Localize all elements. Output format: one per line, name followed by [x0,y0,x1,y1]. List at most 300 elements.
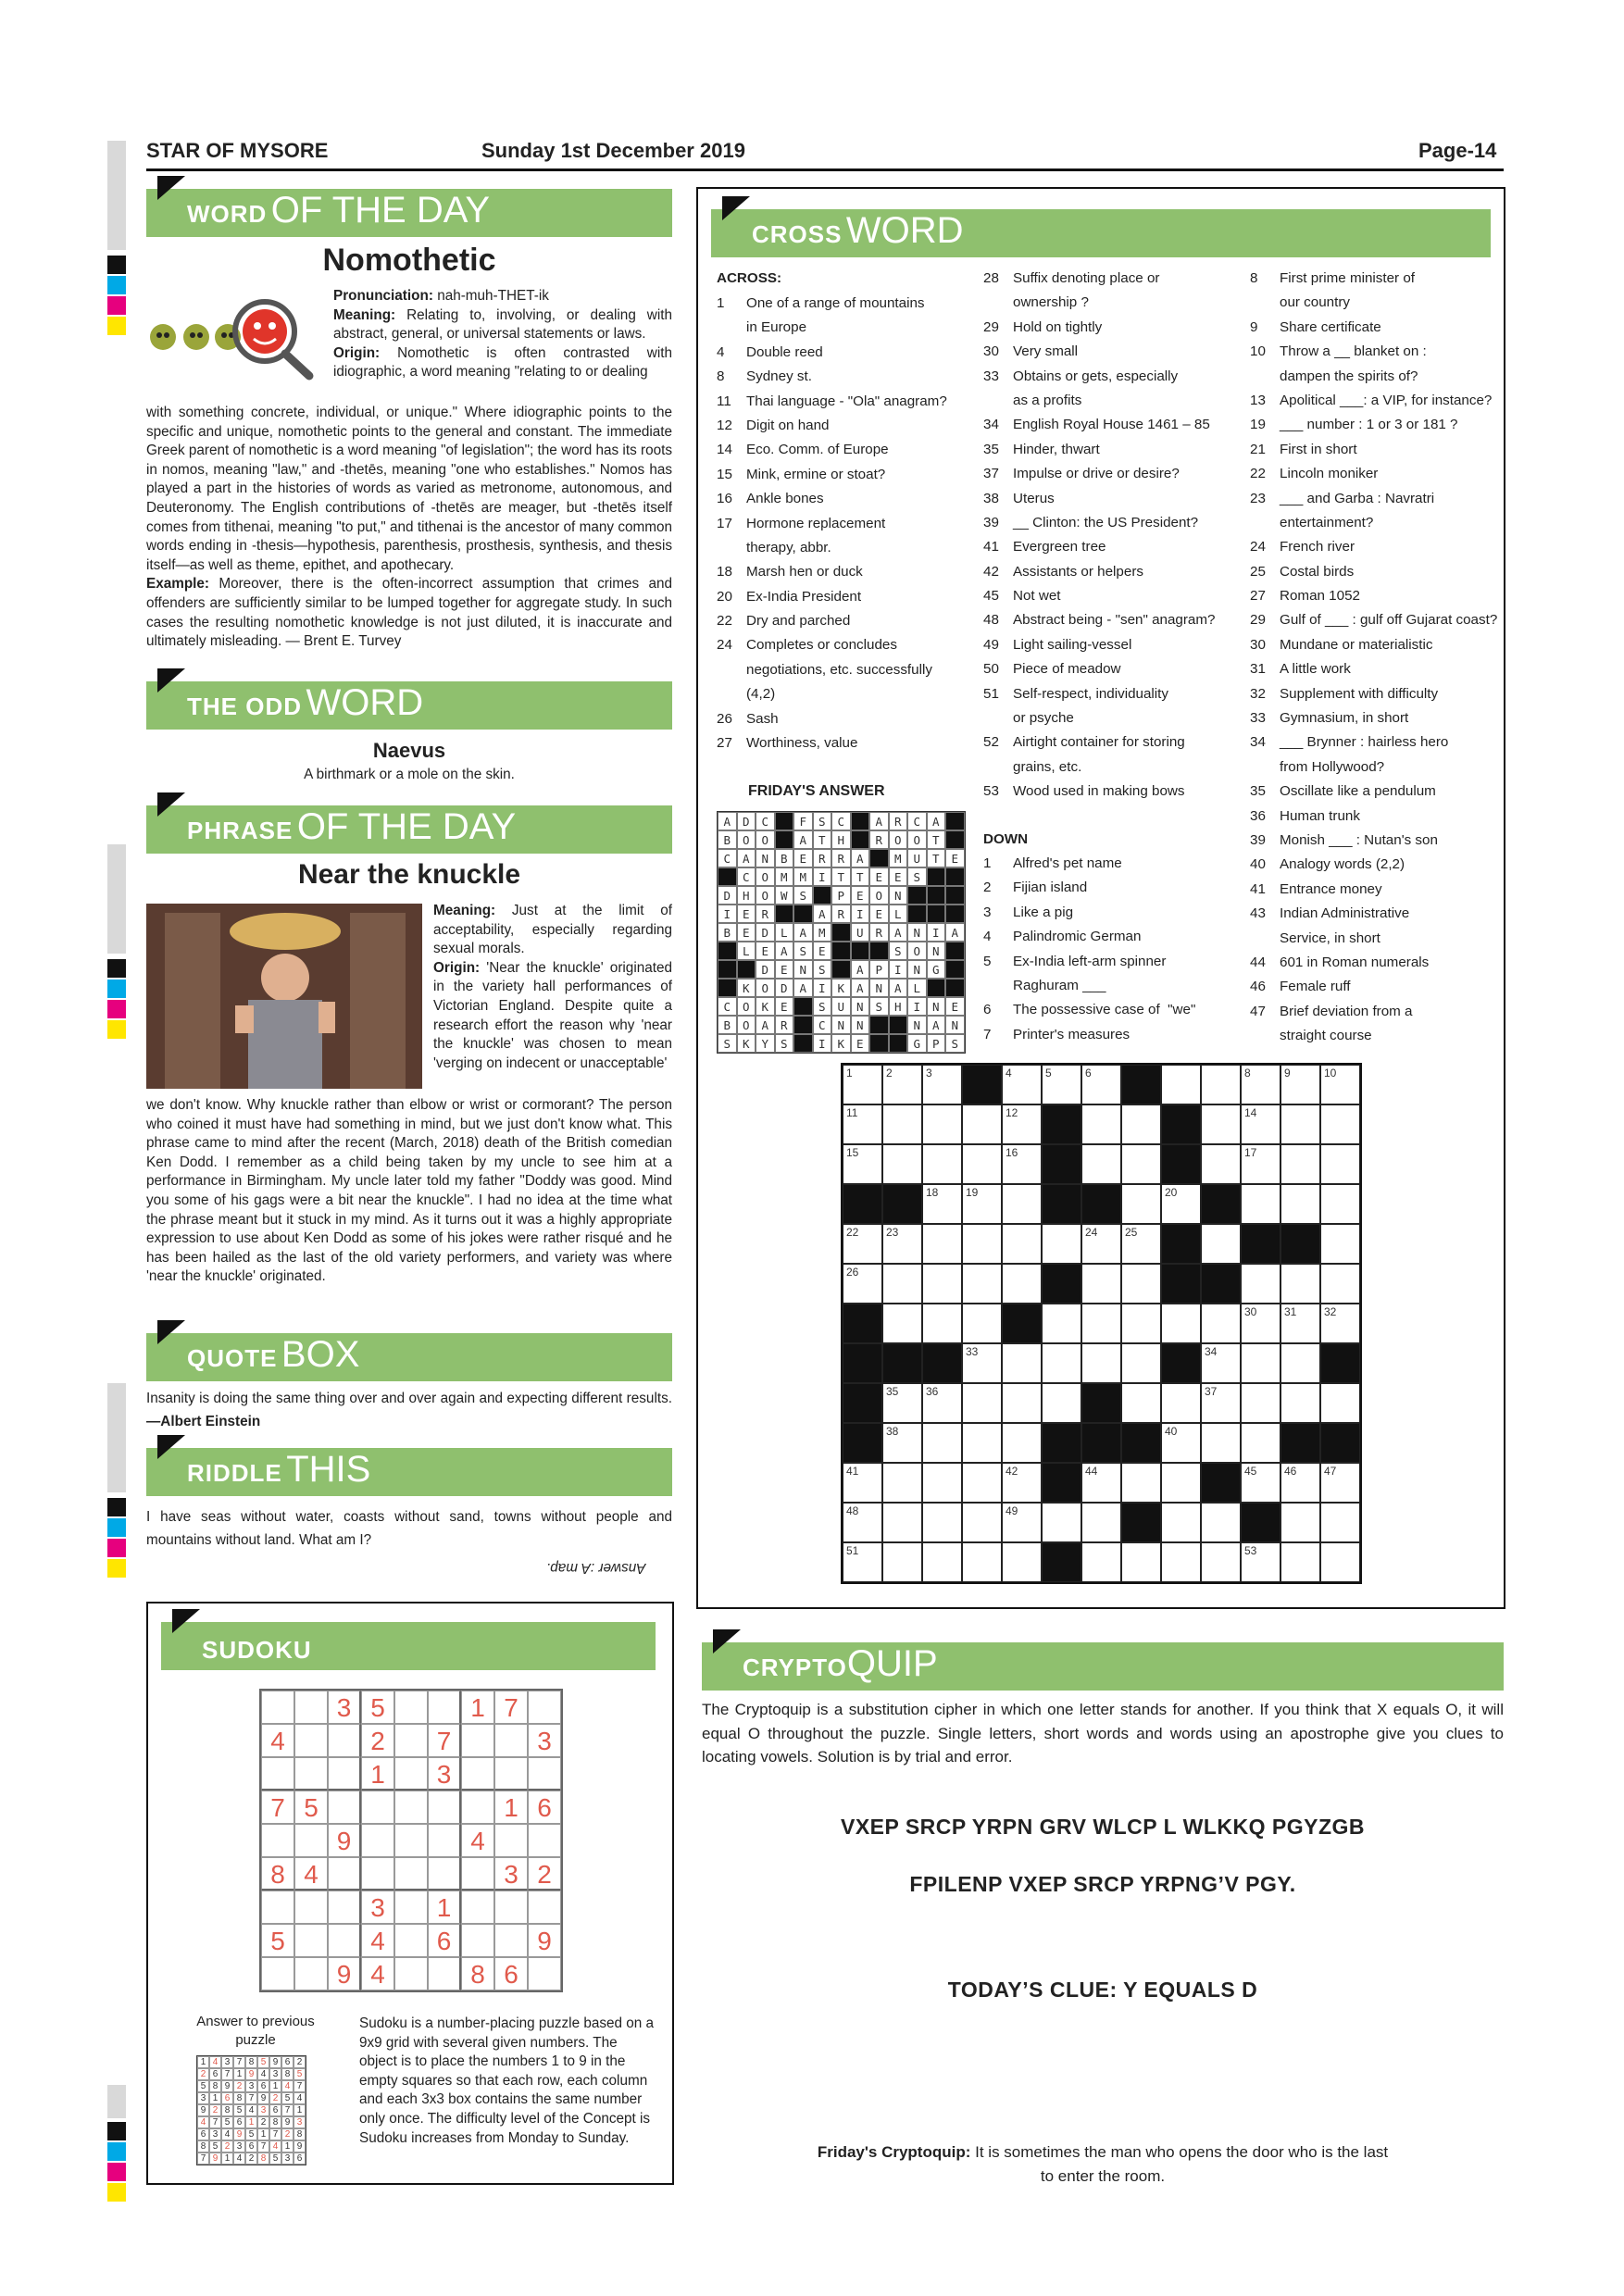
crossword-cell[interactable] [1121,1144,1161,1184]
cell-number: 20 [1165,1186,1178,1199]
crossword-cell[interactable] [1081,1463,1121,1503]
crossword-cell[interactable] [1121,1343,1161,1383]
crossword-cell[interactable] [1121,1264,1161,1304]
crossword-cell[interactable] [882,1065,922,1104]
crossword-cell[interactable] [962,1144,1002,1184]
crossword-cell[interactable] [922,1104,962,1144]
previous-sudoku-cell: 3 [257,2104,269,2116]
sudoku-cell[interactable]: 8 [261,1857,294,1890]
crossword-cell[interactable] [882,1542,922,1582]
sudoku-cell[interactable] [461,1757,494,1791]
sudoku-cell[interactable]: 7 [261,1791,294,1824]
crossword-cell[interactable] [1320,1264,1360,1304]
sudoku-cell[interactable] [428,1824,461,1857]
clue-text: Impulse or drive or desire? [1013,466,1180,482]
crossword-cell[interactable] [1241,1343,1280,1383]
cell-number: 8 [1244,1067,1251,1079]
crossword-cell[interactable] [1161,1503,1201,1542]
sudoku-cell[interactable] [261,1757,294,1791]
crossword-cell[interactable] [1280,1503,1320,1542]
clue-number: 43 [1250,905,1266,922]
sudoku-cell[interactable]: 4 [294,1857,328,1890]
clue-number: 11 [717,393,731,409]
riddle-banner [146,1448,672,1496]
crossword-cell[interactable] [1280,1065,1320,1104]
sudoku-cell[interactable] [294,1757,328,1791]
clue-text: Sydney st. [746,368,812,385]
cryptoquip-intro: The Cryptoquip is a substitution cipher in which one letter stands for another. If you think that X equals O, it will equal O throughout the puzzle. Single letters, short words and words using an apostrophe give you clues to locating vowels. Solution is by trial and error. [702,1701,1504,1766]
sudoku-cell[interactable]: 1 [461,1691,494,1724]
sudoku-cell[interactable] [328,1724,361,1757]
sudoku-cell[interactable]: 8 [461,1957,494,1990]
sudoku-cell[interactable] [528,1691,561,1724]
sudoku-cell[interactable]: 3 [494,1857,528,1890]
crossword-cell[interactable] [1320,1224,1360,1264]
crossword-cell[interactable] [843,1264,882,1304]
crossword-block [1081,1423,1121,1463]
crossword-cell[interactable] [1241,1542,1280,1582]
crossword-cell[interactable] [1042,1343,1081,1383]
sudoku-cell[interactable] [394,1724,428,1757]
crossword-block [843,1304,882,1343]
sudoku-cell[interactable] [394,1957,428,1990]
sudoku-cell[interactable]: 7 [494,1691,528,1724]
crossword-cell[interactable] [843,1065,882,1104]
quote-text [146,1387,672,1433]
sudoku-cell[interactable]: 7 [428,1724,461,1757]
previous-sudoku-cell: 3 [209,2128,221,2140]
clue-number: 5 [983,953,992,969]
sudoku-cell[interactable]: 3 [528,1724,561,1757]
sudoku-cell[interactable]: 3 [428,1757,461,1791]
clue-number: 45 [983,588,999,605]
crossword-cell[interactable] [962,1104,1002,1144]
clue-row [1250,853,1497,877]
crossword-cell[interactable] [1002,1065,1042,1104]
clue-number: 22 [1250,466,1266,482]
sudoku-cell[interactable] [328,1924,361,1957]
crossword-cell[interactable] [1241,1065,1280,1104]
clue-text: Very small [1013,343,1079,360]
crossword-cell[interactable] [1081,1343,1121,1383]
answer-cell: S [945,1034,965,1053]
answer-cell: N [756,849,775,867]
previous-sudoku-cell: 2 [221,2140,233,2152]
clue-row [983,462,1215,486]
sudoku-cell[interactable] [261,1957,294,1990]
crossword-cell[interactable] [882,1503,922,1542]
clue-text: Monish ___ : Nutan's son [1280,831,1438,848]
clue-row [983,876,1195,900]
crossword-block [962,1065,1002,1104]
sudoku-cell[interactable] [328,1890,361,1924]
previous-sudoku-cell: 5 [197,2080,209,2092]
answer-cell: E [756,942,775,960]
crossword-cell[interactable] [843,1503,882,1542]
crossword-cell[interactable] [1320,1542,1360,1582]
crossword-cell[interactable] [1320,1383,1360,1423]
previous-sudoku-cell: 6 [245,2140,257,2152]
clue-number: 30 [1250,636,1266,653]
crossword-cell[interactable] [1081,1144,1121,1184]
sudoku-cell[interactable] [294,1824,328,1857]
crossword-cell[interactable] [1241,1423,1280,1463]
sudoku-cell[interactable] [361,1824,394,1857]
clue-row [1250,291,1497,315]
crossword-cell[interactable] [1320,1104,1360,1144]
sudoku-cell[interactable]: 4 [361,1924,394,1957]
crossword-cell[interactable] [1161,1304,1201,1343]
crossword-cell[interactable] [1161,1423,1201,1463]
crossword-cell[interactable] [922,1383,962,1423]
crossword-cell[interactable] [1280,1184,1320,1224]
crossword-cell[interactable] [922,1463,962,1503]
crossword-cell[interactable] [1002,1343,1042,1383]
cell-number: 24 [1085,1226,1098,1239]
answer-cell: S [907,867,927,886]
previous-sudoku-cell: 4 [221,2128,233,2140]
crossword-cell[interactable] [962,1224,1002,1264]
crossword-cell[interactable] [1241,1264,1280,1304]
crossword-cell[interactable] [1002,1224,1042,1264]
crossword-cell[interactable] [1081,1104,1121,1144]
previous-answer-label: Answer to previous puzzle [196,2014,315,2048]
crossword-cell[interactable] [843,1104,882,1144]
clue-row [1250,829,1497,853]
crossword-cell[interactable] [1081,1224,1121,1264]
crossword-cell[interactable] [962,1503,1002,1542]
crossword-cell[interactable] [1081,1542,1121,1582]
crossword-cell[interactable] [1121,1224,1161,1264]
sudoku-cell[interactable] [294,1924,328,1957]
sudoku-cell[interactable] [528,1957,561,1990]
crossword-cell[interactable] [1121,1463,1161,1503]
crossword-cell[interactable] [1241,1304,1280,1343]
crossword-cell[interactable] [843,1144,882,1184]
crossword-cell[interactable] [922,1542,962,1582]
sudoku-cell[interactable] [394,1857,428,1890]
clue-row [717,341,947,365]
crossword-cell[interactable] [962,1423,1002,1463]
sudoku-cell[interactable] [494,1724,528,1757]
answer-cell: S [813,997,832,1016]
crossword-cell[interactable] [1002,1104,1042,1144]
crossword-cell[interactable] [1042,1383,1081,1423]
crossword-cell[interactable] [1042,1304,1081,1343]
sudoku-cell[interactable] [394,1890,428,1924]
crossword-cell[interactable] [1081,1304,1121,1343]
sudoku-cell[interactable]: 1 [361,1757,394,1791]
crossword-cell[interactable] [1201,1383,1241,1423]
banner-triangle-icon [157,792,185,817]
crossword-cell[interactable] [1320,1065,1360,1104]
sudoku-cell[interactable]: 3 [328,1691,361,1724]
clue-number: 25 [1250,563,1266,580]
clue-text: Apolitical ___: a VIP, for instance? [1280,392,1493,408]
crossword-cell[interactable] [962,1343,1002,1383]
sudoku-cell[interactable] [394,1757,428,1791]
crossword-cell[interactable] [962,1304,1002,1343]
crossword-cell[interactable] [1320,1184,1360,1224]
sudoku-cell[interactable] [528,1824,561,1857]
answer-cell: N [793,960,813,979]
previous-sudoku-cell: 7 [257,2140,269,2152]
sudoku-cell[interactable] [461,1857,494,1890]
sudoku-cell[interactable] [461,1890,494,1924]
sudoku-cell[interactable] [461,1724,494,1757]
sudoku-cell[interactable] [261,1691,294,1724]
clue-row [983,340,1215,364]
clue-number [1250,291,1280,315]
crossword-cell[interactable] [1201,1144,1241,1184]
sudoku-cell[interactable] [528,1890,561,1924]
crossword-cell[interactable] [1201,1104,1241,1144]
sudoku-cell[interactable] [328,1757,361,1791]
crossword-block [1002,1304,1042,1343]
crossword-cell[interactable] [1320,1463,1360,1503]
crossword-cell[interactable] [1042,1065,1081,1104]
crossword-cell[interactable] [1201,1503,1241,1542]
sudoku-cell[interactable] [494,1757,528,1791]
sudoku-cell[interactable] [428,1957,461,1990]
sudoku-cell[interactable]: 2 [528,1857,561,1890]
clue-row [983,682,1215,706]
clue-text: Uterus [1013,490,1055,506]
sudoku-cell[interactable] [361,1791,394,1824]
sudoku-cell[interactable]: 9 [328,1957,361,1990]
crossword-cell[interactable] [1002,1463,1042,1503]
print-registration-bar [107,2085,126,2118]
crossword-cell[interactable] [962,1184,1002,1224]
crossword-cell[interactable] [1280,1343,1320,1383]
crossword-cell[interactable] [962,1542,1002,1582]
crossword-block [1081,1184,1121,1224]
clue-number [983,755,1013,780]
sudoku-cell[interactable]: 5 [261,1924,294,1957]
sudoku-grid[interactable] [259,1689,563,1992]
crossword-cell[interactable] [882,1304,922,1343]
sudoku-cell[interactable] [294,1890,328,1924]
sudoku-cell[interactable]: 4 [261,1724,294,1757]
crossword-cell[interactable] [922,1184,962,1224]
sudoku-cell[interactable] [528,1757,561,1791]
cell-number: 23 [886,1226,899,1239]
crossword-cell[interactable] [962,1463,1002,1503]
crossword-cell[interactable] [882,1144,922,1184]
crossword-cell[interactable] [1002,1184,1042,1224]
sudoku-cell[interactable] [461,1791,494,1824]
sudoku-cell[interactable] [294,1724,328,1757]
banner-label-big: OF THE DAY [270,190,491,231]
previous-sudoku-cell: 1 [245,2116,257,2128]
clue-text: Dry and parched [746,613,851,630]
sudoku-cell[interactable] [428,1691,461,1724]
clue-number: 26 [717,710,732,727]
sudoku-cell[interactable]: 4 [461,1824,494,1857]
crossword-cell[interactable] [882,1104,922,1144]
crossword-cell[interactable] [1320,1144,1360,1184]
crossword-cell[interactable] [922,1423,962,1463]
crossword-cell[interactable] [1280,1542,1320,1582]
crossword-grid[interactable] [841,1063,1362,1584]
clue-row [717,560,947,584]
crossword-cell[interactable] [1002,1383,1042,1423]
sudoku-cell[interactable]: 4 [361,1957,394,1990]
sudoku-cell[interactable] [261,1890,294,1924]
sudoku-cell[interactable] [361,1857,394,1890]
clue-text: from Hollywood? [1280,758,1385,775]
sudoku-cell[interactable] [494,1924,528,1957]
crossword-cell[interactable] [1161,1184,1201,1224]
crossword-cell[interactable] [1241,1184,1280,1224]
crossword-cell[interactable] [1241,1383,1280,1423]
crossword-cell[interactable] [922,1144,962,1184]
sudoku-cell[interactable] [428,1791,461,1824]
crossword-cell[interactable] [882,1224,922,1264]
crossword-cell[interactable] [1121,1383,1161,1423]
cell-number: 37 [1205,1385,1218,1398]
crossword-cell[interactable] [1002,1503,1042,1542]
crossword-cell[interactable] [1280,1304,1320,1343]
print-registration-bar [107,844,126,954]
sudoku-cell[interactable]: 9 [328,1824,361,1857]
crossword-cell[interactable] [1042,1503,1081,1542]
crossword-cell[interactable] [1280,1104,1320,1144]
crossword-cell[interactable] [1241,1144,1280,1184]
crossword-cell[interactable] [1201,1542,1241,1582]
crossword-cell[interactable] [882,1264,922,1304]
crossword-cell[interactable] [1161,1383,1201,1423]
clue-row [717,438,947,462]
crossword-cell[interactable] [1280,1264,1320,1304]
crossword-cell[interactable] [922,1304,962,1343]
crossword-cell[interactable] [843,1463,882,1503]
clue-number: 41 [1250,880,1266,897]
crossword-cell[interactable] [962,1383,1002,1423]
crossword-cell[interactable] [1121,1304,1161,1343]
sudoku-cell[interactable]: 6 [528,1791,561,1824]
clue-text: Entrance money [1280,880,1382,897]
crossword-cell[interactable] [1121,1184,1161,1224]
crossword-cell[interactable] [1002,1423,1042,1463]
sudoku-cell[interactable]: 6 [494,1957,528,1990]
crossword-cell[interactable] [1161,1542,1201,1582]
crossword-cell[interactable] [1320,1304,1360,1343]
crossword-cell[interactable] [1201,1224,1241,1264]
crossword-cell[interactable] [1280,1144,1320,1184]
crossword-cell[interactable] [1002,1542,1042,1582]
crossword-cell[interactable] [922,1503,962,1542]
crossword-cell[interactable] [1201,1304,1241,1343]
banner-label-small: THE ODD [187,693,302,720]
crossword-cell[interactable] [1121,1542,1161,1582]
friday-cryptoquip [815,2140,1391,2188]
crossword-cell[interactable] [843,1224,882,1264]
crossword-cell[interactable] [922,1224,962,1264]
sudoku-cell[interactable]: 3 [361,1890,394,1924]
previous-sudoku-cell: 7 [209,2116,221,2128]
crossword-cell[interactable] [882,1383,922,1423]
answer-cell [945,812,965,830]
sudoku-cell[interactable] [328,1857,361,1890]
sudoku-cell[interactable] [261,1824,294,1857]
crossword-cell[interactable] [1121,1104,1161,1144]
clue-text: One of a range of mountains [746,295,925,311]
clue-text: Assistants or helpers [1013,563,1143,580]
sudoku-cell[interactable] [394,1691,428,1724]
previous-sudoku-cell: 4 [269,2140,281,2152]
crossword-cell[interactable] [922,1065,962,1104]
sudoku-cell[interactable] [394,1824,428,1857]
previous-sudoku-cell: 6 [233,2116,245,2128]
sudoku-cell[interactable]: 1 [494,1791,528,1824]
sudoku-cell[interactable]: 2 [361,1724,394,1757]
crossword-cell[interactable] [1241,1104,1280,1144]
clue-text: ___ Brynner : hairless hero [1280,734,1449,751]
sudoku-cell[interactable] [394,1791,428,1824]
sudoku-cell[interactable] [494,1824,528,1857]
clue-text: Hormone replacement [746,515,886,531]
crossword-cell[interactable] [882,1423,922,1463]
crossword-cell[interactable] [843,1542,882,1582]
crossword-cell[interactable] [962,1264,1002,1304]
crossword-cell[interactable] [1201,1423,1241,1463]
clue-number: 21 [1250,441,1266,457]
previous-sudoku-cell: 5 [281,2092,294,2104]
clue-text: Fijian island [1013,880,1088,896]
sudoku-cell[interactable] [394,1924,428,1957]
clue-text: Gymnasium, in short [1280,710,1409,727]
crossword-cell[interactable] [1201,1065,1241,1104]
crossword-cell[interactable] [1042,1224,1081,1264]
sudoku-cell[interactable]: 1 [428,1890,461,1924]
crossword-cell[interactable] [1320,1503,1360,1542]
sudoku-cell[interactable] [294,1957,328,1990]
cell-number: 17 [1244,1146,1257,1159]
banner-triangle-icon [157,668,185,693]
clue-text: Light sailing-vessel [1013,636,1132,653]
crossword-cell[interactable] [1241,1463,1280,1503]
crossword-cell[interactable] [1081,1264,1121,1304]
crossword-cell[interactable] [882,1463,922,1503]
sudoku-cell[interactable] [294,1691,328,1724]
sudoku-cell[interactable] [494,1890,528,1924]
crossword-cell[interactable] [1161,1463,1201,1503]
crossword-cell[interactable] [1002,1144,1042,1184]
sudoku-cell[interactable]: 9 [528,1924,561,1957]
sudoku-cell[interactable]: 5 [294,1791,328,1824]
sudoku-cell[interactable]: 6 [428,1924,461,1957]
clue-text: Hold on tightly [1013,318,1103,335]
sudoku-cell[interactable] [428,1857,461,1890]
crossword-cell[interactable] [1280,1383,1320,1423]
crossword-cell[interactable] [922,1264,962,1304]
crossword-cell[interactable] [1280,1463,1320,1503]
crossword-block [843,1423,882,1463]
clue-number: 15 [717,466,732,482]
print-swatch [107,1498,126,1516]
crossword-cell[interactable] [1002,1264,1042,1304]
crossword-cell[interactable] [1201,1343,1241,1383]
sudoku-cell[interactable] [461,1924,494,1957]
crossword-cell[interactable] [1161,1065,1201,1104]
sudoku-cell[interactable] [328,1791,361,1824]
sudoku-cell[interactable]: 5 [361,1691,394,1724]
clue-number: 38 [983,490,999,506]
crossword-cell[interactable] [1081,1503,1121,1542]
clue-text: Abstract being - "sen" anagram? [1013,612,1216,629]
crossword-cell[interactable] [1081,1065,1121,1104]
